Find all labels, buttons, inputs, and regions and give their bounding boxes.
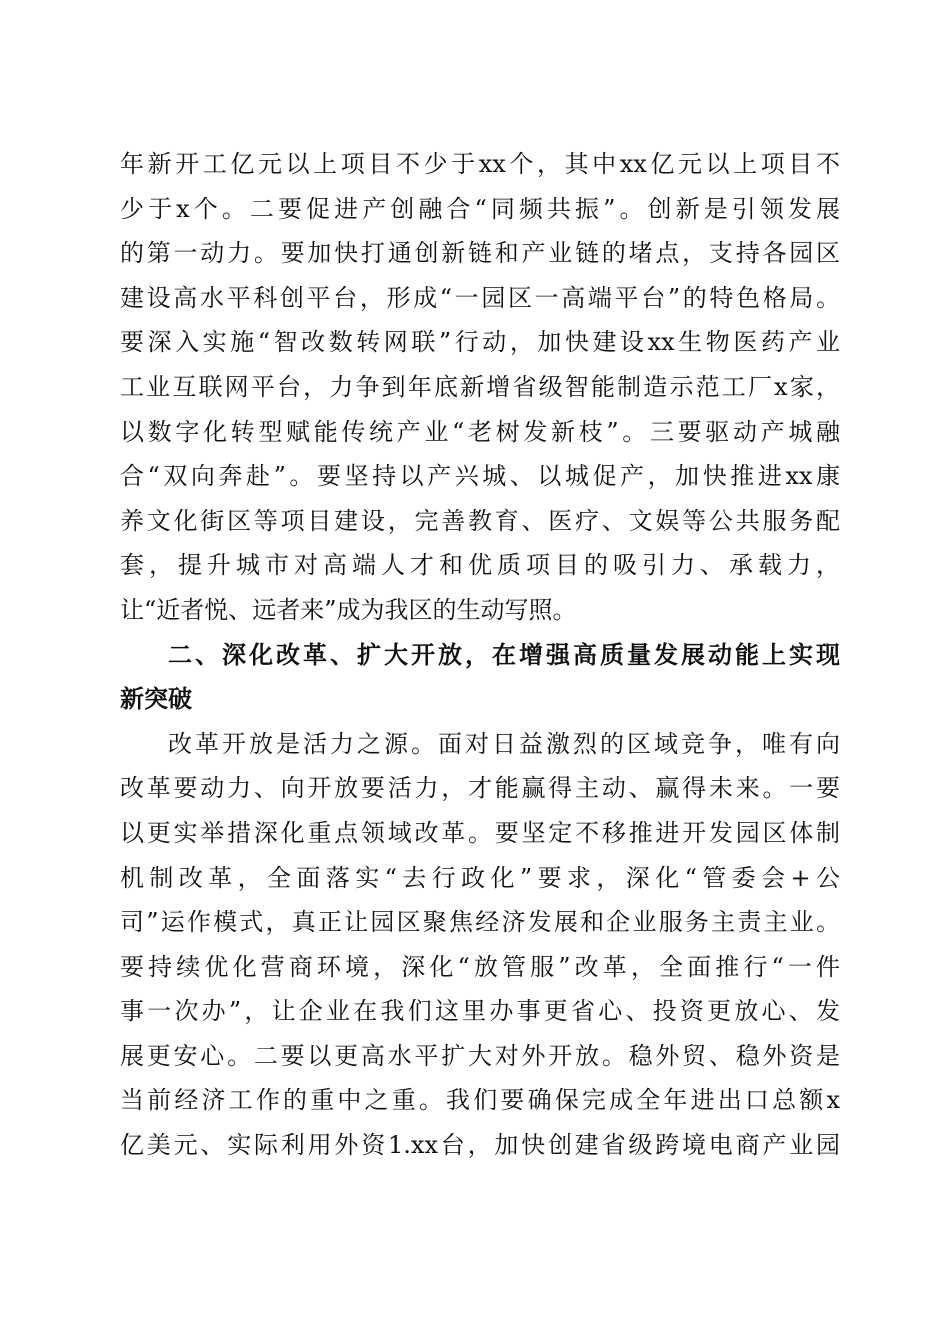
text-line: 以更实举措深化重点领域改革。要坚定不移推进开发园区体制 <box>120 818 840 847</box>
text-line: 改革开放是活力之源。面对日益激烈的区域竞争，唯有向 <box>168 729 840 758</box>
text-line: 要深入实施“智改数转网联”行动，加快建设xx生物医药产业 <box>120 328 840 357</box>
text-line: 事一次办”，让企业在我们这里办事更省心、投资更放心、发 <box>120 997 840 1026</box>
document-body <box>120 142 840 1168</box>
heading-line: 二、深化改革、扩大开放，在增强高质量发展动能上实现 <box>168 640 840 669</box>
paragraph-reform-opening <box>120 722 840 1168</box>
text-line: 的第一动力。要加快打通创新链和产业链的堵点，支持各园区 <box>120 239 840 268</box>
text-line: 让“近者悦、远者来”成为我区的生动写照。 <box>120 595 577 624</box>
text-line: 要持续优化营商环境，深化“放管服”改革，全面推行“一件 <box>120 952 840 981</box>
text-line: 少于x个。二要促进产创融合“同频共振”。创新是引领发展 <box>120 194 840 223</box>
text-line: 年新开工亿元以上项目不少于xx个，其中xx亿元以上项目不 <box>120 150 840 178</box>
text-line: 套，提升城市对高端人才和优质项目的吸引力、承载力， <box>120 551 840 580</box>
text-line: 工业互联网平台，力争到年底新增省级智能制造示范工厂x家， <box>120 372 840 401</box>
text-line: 机制改革，全面落实“去行政化”要求，深化“管委会+公 <box>120 863 840 892</box>
heading-line: 新突破 <box>120 685 192 714</box>
text-line: 展更安心。二要以更高水平扩大对外开放。稳外贸、稳外资是 <box>120 1041 840 1070</box>
text-line: 改革要动力、向开放要活力，才能赢得主动、赢得未来。一要 <box>120 774 840 803</box>
text-line: 司”运作模式，真正让园区聚焦经济发展和企业服务主责主业。 <box>120 908 840 937</box>
paragraph-industry-city-integration <box>120 142 840 633</box>
text-line: 合“双向奔赴”。要坚持以产兴城、以城促产，加快推进xx康 <box>120 462 840 491</box>
text-line: 当前经济工作的重中之重。我们要确保完成全年进出口总额x <box>120 1086 840 1115</box>
text-line: 亿美元、实际利用外资1.xx台，加快创建省级跨境电商产业园 <box>120 1131 840 1160</box>
text-line: 以数字化转型赋能传统产业“老树发新枝”。三要驱动产城融 <box>120 417 840 446</box>
text-line: 建设高水平科创平台，形成“一园区一高端平台”的特色格局。 <box>120 283 840 312</box>
section-heading-reform-opening <box>120 633 840 722</box>
text-line: 养文化街区等项目建设，完善教育、医疗、文娱等公共服务配 <box>120 506 840 535</box>
